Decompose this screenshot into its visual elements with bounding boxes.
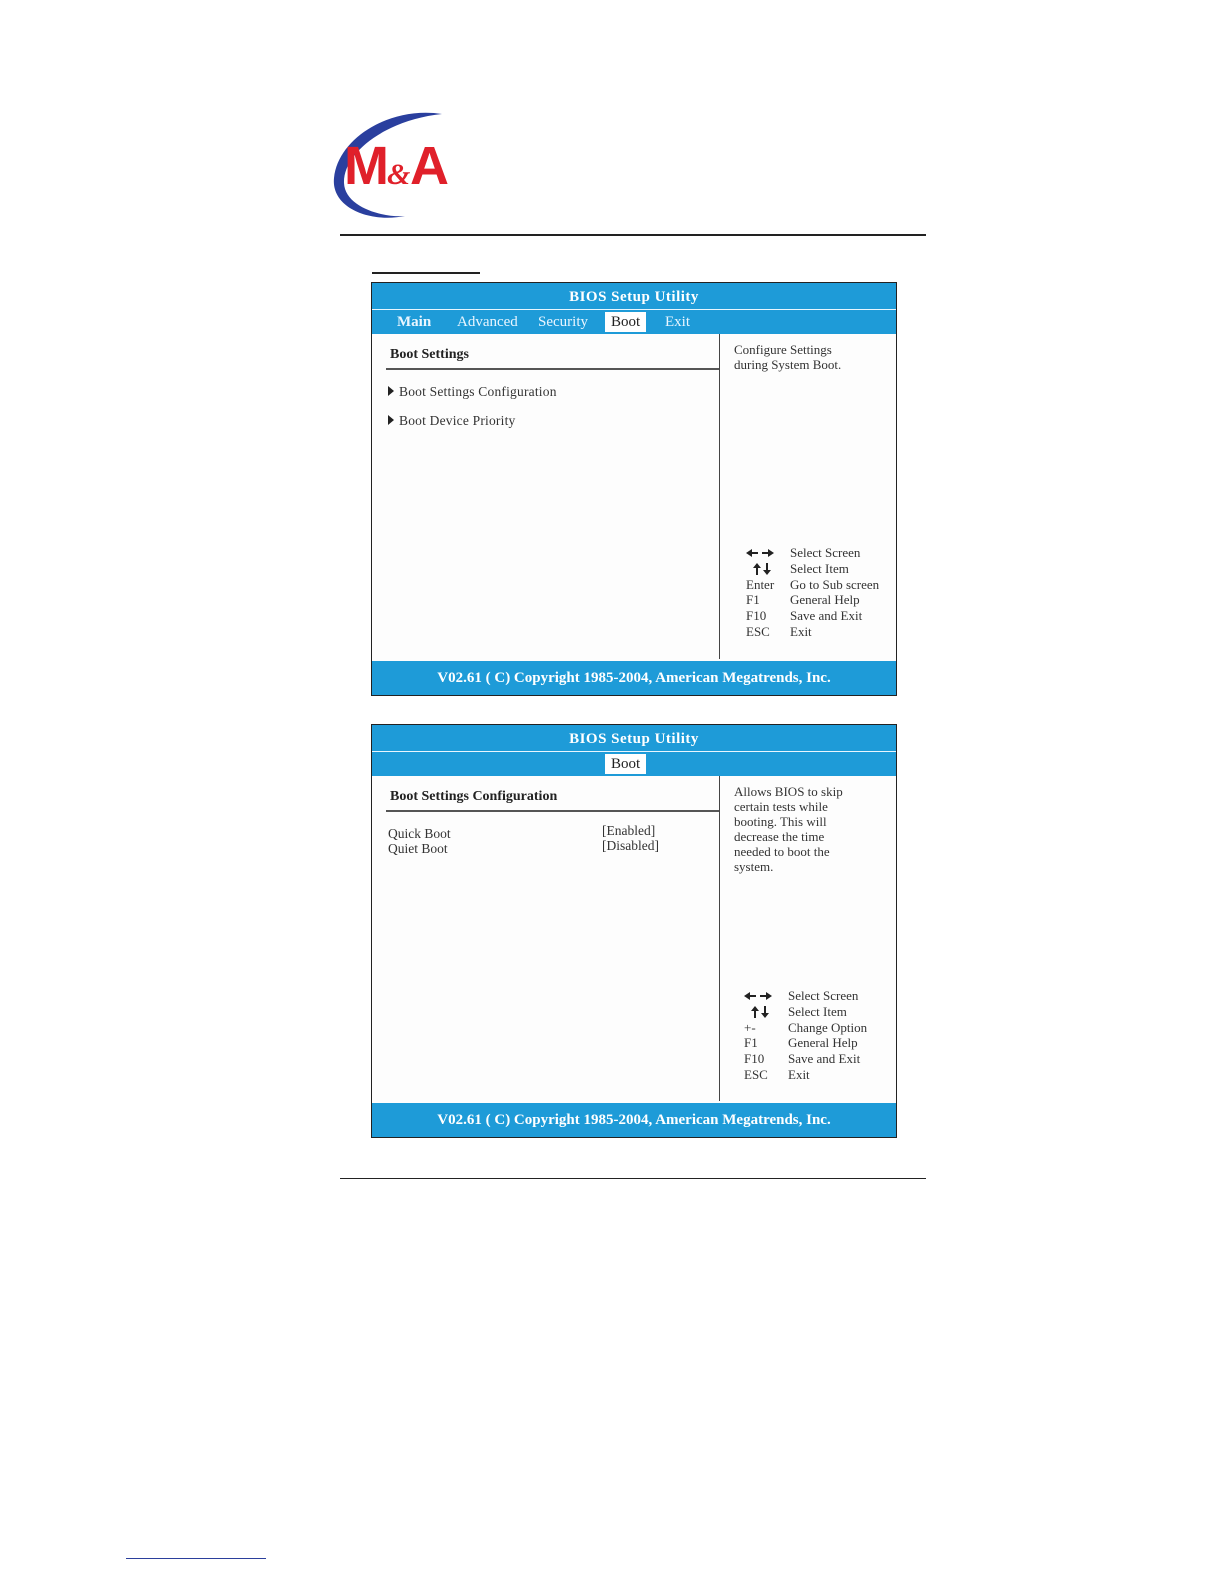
bottom-link-underline bbox=[126, 1558, 266, 1559]
svg-text:M: M bbox=[344, 136, 386, 196]
key-name: F10 bbox=[744, 1051, 765, 1067]
boot-device-priority-item[interactable] bbox=[388, 413, 515, 429]
boot-settings-configuration-item[interactable] bbox=[388, 384, 557, 400]
help-text: Configure Settings during System Boot. bbox=[734, 342, 842, 372]
key-desc: Save and Exit bbox=[788, 1051, 861, 1067]
key-desc: General Help bbox=[788, 1035, 858, 1051]
bios-title: BIOS Setup Utility bbox=[372, 725, 896, 752]
quick-boot-label: Quick Boot bbox=[388, 826, 451, 841]
up-down-arrows-icon bbox=[744, 1004, 784, 1020]
company-logo bbox=[330, 108, 460, 223]
bios-footer: V02.61 ( C) Copyright 1985-2004, American Megatrends, Inc. bbox=[372, 661, 896, 695]
bios-title: BIOS Setup Utility bbox=[372, 283, 896, 310]
section-divider bbox=[386, 810, 719, 812]
tab-boot[interactable]: Boot bbox=[604, 753, 647, 775]
key-desc: Select Item bbox=[790, 560, 849, 576]
quiet-boot-label: Quiet Boot bbox=[388, 841, 448, 856]
tab-security[interactable]: Security bbox=[538, 314, 588, 330]
section-title: Boot Settings Configuration bbox=[390, 789, 558, 804]
key-desc: Save and Exit bbox=[790, 608, 863, 624]
menu-item-label: Boot Settings Configuration bbox=[399, 384, 557, 399]
submenu-arrow-icon bbox=[388, 386, 394, 396]
help-pane bbox=[720, 776, 896, 1101]
submenu-arrow-icon bbox=[388, 415, 394, 425]
key-desc: Select Screen bbox=[790, 545, 861, 560]
tab-boot[interactable]: Boot bbox=[604, 311, 647, 333]
help-text: Allows BIOS to skip certain tests while booting. This will decrease the time needed to boot the system. bbox=[734, 784, 843, 874]
section-title: Boot Settings bbox=[390, 347, 469, 362]
tab-exit[interactable]: Exit bbox=[665, 314, 690, 330]
key-desc: Exit bbox=[788, 1066, 810, 1082]
tab-main[interactable]: Main bbox=[397, 314, 432, 330]
key-desc: Go to Sub screen bbox=[790, 576, 880, 592]
menu-item-label: Boot Device Priority bbox=[399, 413, 516, 428]
quick-boot-value[interactable]: [Enabled] bbox=[602, 823, 656, 838]
quiet-boot-value[interactable]: [Disabled] bbox=[602, 838, 659, 853]
key-name: ESC bbox=[744, 1066, 768, 1082]
bios-menu-bar bbox=[372, 752, 896, 776]
settings-pane bbox=[372, 334, 720, 659]
key-desc: Change Option bbox=[788, 1019, 868, 1035]
key-name: ESC bbox=[746, 623, 770, 639]
key-name: Enter bbox=[746, 576, 775, 592]
heading-underline bbox=[372, 272, 480, 274]
section-divider bbox=[386, 368, 719, 370]
key-name: F1 bbox=[746, 592, 760, 608]
key-desc: General Help bbox=[790, 592, 860, 608]
svg-text:A: A bbox=[410, 136, 449, 196]
tab-advanced[interactable]: Advanced bbox=[457, 314, 518, 330]
key-desc: Select Item bbox=[788, 1003, 847, 1019]
bios-window-boot bbox=[371, 282, 897, 696]
help-pane bbox=[720, 334, 896, 659]
bios-window-boot-settings-configuration bbox=[371, 724, 897, 1138]
left-right-arrows-icon bbox=[744, 988, 784, 1004]
key-name: +- bbox=[744, 1019, 756, 1035]
left-right-arrows-icon bbox=[746, 545, 786, 561]
footer-divider bbox=[340, 1178, 926, 1179]
key-name: F10 bbox=[746, 608, 767, 624]
key-desc: Select Screen bbox=[788, 988, 859, 1003]
key-desc: Exit bbox=[790, 623, 812, 639]
bios-footer: V02.61 ( C) Copyright 1985-2004, American Megatrends, Inc. bbox=[372, 1103, 896, 1137]
settings-pane bbox=[372, 776, 720, 1101]
bios-menu-bar bbox=[372, 310, 896, 334]
svg-text:&: & bbox=[387, 158, 411, 191]
up-down-arrows-icon bbox=[746, 561, 786, 577]
header-divider bbox=[340, 234, 926, 236]
key-name: F1 bbox=[744, 1035, 758, 1051]
